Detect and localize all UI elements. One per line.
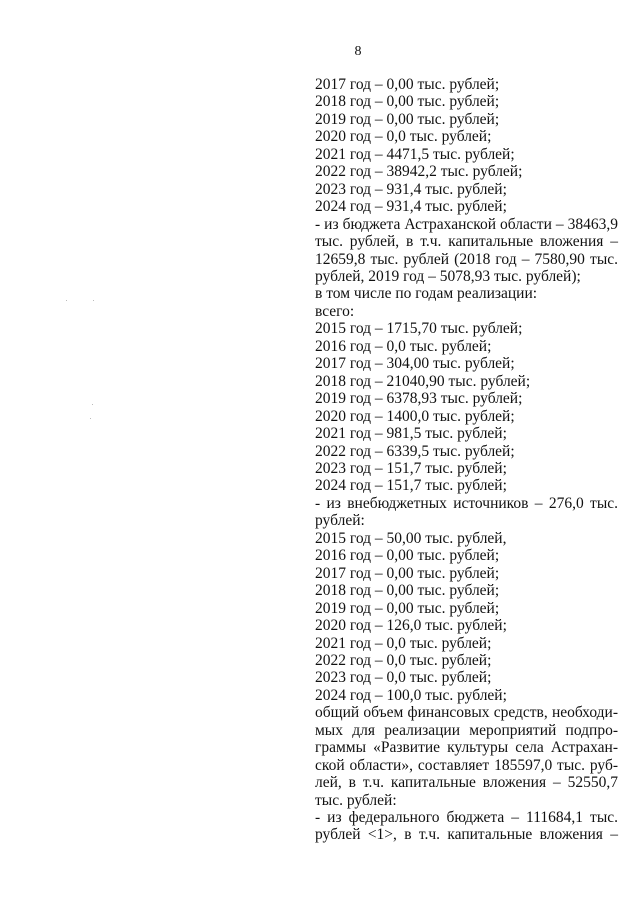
text-line: граммы «Развитие культуры села Астрахан-: [315, 739, 618, 757]
text-line: 2021 год – 0,0 тыс. рублей;: [315, 634, 492, 652]
scan-speck: [66, 300, 67, 301]
text-line: тыс. рублей, в т.ч. капитальные вложения –: [315, 233, 618, 251]
scan-speck: [92, 404, 93, 405]
text-line: 2024 год – 931,4 тыс. рублей;: [315, 198, 507, 216]
text-line: 2022 год – 38942,2 тыс. рублей;: [315, 163, 523, 181]
text-line: рублей <1>, в т.ч. капитальные вложения –: [315, 826, 618, 844]
text-line: 2022 год – 6339,5 тыс. рублей;: [315, 442, 515, 460]
text-line: всего:: [315, 302, 355, 320]
text-line: общий объем финансовых средств, необходи-: [315, 704, 618, 722]
text-line: 2023 год – 151,7 тыс. рублей;: [315, 459, 507, 477]
text-line: 2020 год – 126,0 тыс. рублей;: [315, 617, 507, 635]
text-line: 2017 год – 0,00 тыс. рублей;: [315, 76, 500, 93]
text-line: 2021 год – 4471,5 тыс. рублей;: [315, 145, 515, 163]
text-line: 2015 год – 50,00 тыс. рублей,: [315, 529, 507, 547]
scan-speck: [90, 418, 91, 419]
text-line: ской области», составляет 185597,0 тыс. руб-: [315, 756, 618, 774]
text-line: в том числе по годам реализации:: [315, 285, 538, 303]
text-line: 2016 год – 0,00 тыс. рублей;: [315, 547, 500, 565]
text-line: 2017 год – 0,00 тыс. рублей;: [315, 564, 500, 582]
text-line: 2019 год – 6378,93 тыс. рублей;: [315, 390, 523, 408]
text-line: 12659,8 тыс. рублей (2018 год – 7580,90 тыс.: [315, 250, 618, 268]
text-line: 2020 год – 1400,0 тыс. рублей;: [315, 407, 515, 425]
text-line: 2024 год – 151,7 тыс. рублей;: [315, 477, 507, 495]
text-line: 2023 год – 0,0 тыс. рублей;: [315, 669, 492, 687]
text-line: 2023 год – 931,4 тыс. рублей;: [315, 180, 507, 198]
text-line: 2020 год – 0,0 тыс. рублей;: [315, 128, 492, 146]
text-line: 2022 год – 0,0 тыс. рублей;: [315, 651, 492, 669]
text-line: 2017 год – 304,00 тыс. рублей;: [315, 355, 515, 373]
text-line: 2018 год – 0,00 тыс. рублей;: [315, 93, 500, 111]
text-line: 2019 год – 0,00 тыс. рублей;: [315, 110, 500, 128]
text-line: - из бюджета Астраханской области – 38463,9: [315, 215, 618, 233]
text-line: 2018 год – 0,00 тыс. рублей;: [315, 582, 500, 600]
scan-speck: [93, 300, 94, 301]
text-line: 2021 год – 981,5 тыс. рублей;: [315, 425, 507, 443]
text-line: лей, в т.ч. капитальные вложения – 52550,7: [315, 774, 618, 792]
text-line: 2024 год – 100,0 тыс. рублей;: [315, 686, 507, 704]
text-line: тыс. рублей:: [315, 791, 397, 809]
text-line: 2018 год – 21040,90 тыс. рублей;: [315, 372, 531, 390]
text-line: 2019 год – 0,00 тыс. рублей;: [315, 599, 500, 617]
text-line: рублей:: [315, 512, 365, 530]
text-line: - из федерального бюджета – 111684,1 тыс.: [315, 809, 618, 827]
text-line: - из внебюджетных источников – 276,0 тыс.: [315, 494, 618, 512]
text-line: 2016 год – 0,0 тыс. рублей;: [315, 337, 492, 355]
text-line: рублей, 2019 год – 5078,93 тыс. рублей);: [315, 267, 581, 285]
text-line: мых для реализации мероприятий подпро-: [315, 721, 618, 739]
page-number: 8: [354, 44, 362, 59]
document-text-block: [315, 76, 618, 844]
text-line: 2015 год – 1715,70 тыс. рублей;: [315, 320, 523, 338]
